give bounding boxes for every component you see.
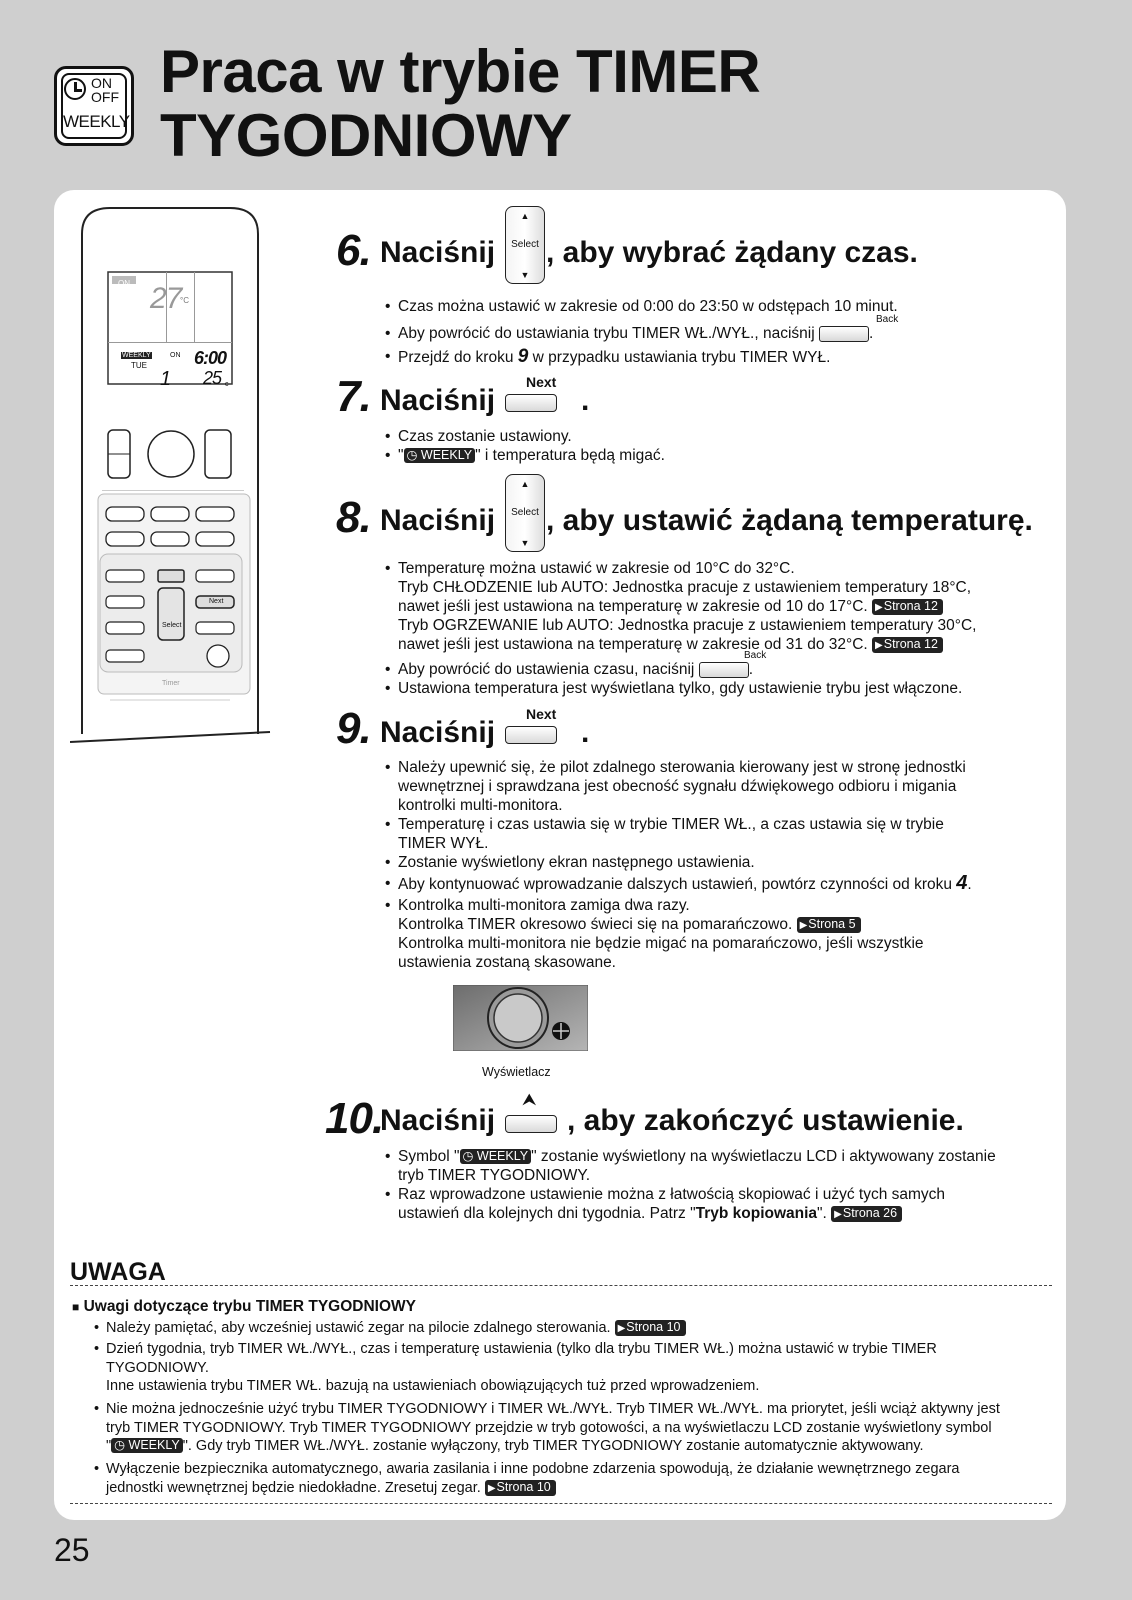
note-text-4: Inne ustawienia trybu TIMER WŁ. bazują na ustawieniach obowiązujących tuż przed wprowadzeniem.: [106, 1378, 760, 1394]
select-button-step-8[interactable]: [505, 474, 545, 552]
set-button[interactable]: [505, 1115, 557, 1133]
note-item-1: • Należy pamiętać, aby wcześniej ustawić zegar na pilocie zdalnego sterowania. ▶ Strona 10: [106, 1319, 686, 1338]
lcd-set-temp-unit: c: [225, 381, 229, 388]
page-ref-link[interactable]: ▶ Strona 12: [872, 637, 943, 653]
lcd-weekly-badge: WEEKLY: [122, 352, 151, 359]
back-button[interactable]: [699, 662, 749, 678]
step-6-text-3b: w przypadku ustawiania trybu TIMER WYŁ.: [532, 349, 831, 366]
note-item-4: • Wyłączenie bezpiecznika automatycznego, awaria zasilania i inne podobne zdarzenia spowodują, że działanie wewnętrznego zegara jednostki wewnętrznej będzie niedokładne. Zresetuj zegar. ▶ Strona 10: [106, 1460, 959, 1497]
step-6-bullet-3: • Przejdź do kroku 9 w przypadku ustawiania trybu TIMER WYŁ.: [385, 346, 831, 367]
step-6-bullet-2: • Aby powrócić do ustawiania trybu TIMER WŁ./WYŁ., naciśnij .: [385, 325, 874, 342]
note-subheading: ■ Uwagi dotyczące trybu TIMER TYGODNIOWY: [72, 1298, 416, 1315]
step-8-text-4: Tryb OGRZEWANIE lub AUTO: Jednostka pracuje z ustawieniem temperatury 30°C,: [398, 617, 977, 634]
step-6-heading: [336, 226, 371, 276]
step-10-text-4a: ustawień dla kolejnych dni tygodnia. Patrz ": [398, 1205, 696, 1222]
note-subheading-text: Uwagi dotyczące trybu TIMER TYGODNIOWY: [83, 1298, 416, 1315]
step-9-period: .: [581, 716, 590, 749]
step-6-text-3a: Przejdź do kroku: [398, 349, 514, 366]
step-9-bullet-5: • Kontrolka multi-monitora zamiga dwa razy. Kontrolka TIMER okresowo świeci się na pomarańczowo. ▶ Strona 5 Kontrolka multi-monitora nie będzie migać na pomarańczowo, jeśli wszystkie ustawienia zostaną skasowane.: [398, 896, 924, 972]
step-7-quote-open: ": [398, 447, 404, 464]
remote-timer-label: Timer: [162, 680, 180, 687]
note-bottom-divider: [70, 1503, 1052, 1504]
display-photo: [453, 985, 588, 1051]
page-ref-link[interactable]: ▶ Strona 26: [831, 1206, 902, 1222]
step-9-text-5: TIMER WYŁ.: [398, 835, 489, 852]
icon-off-label: OFF: [91, 89, 119, 105]
weekly-badge-label: WEEKLY: [476, 1149, 529, 1163]
step-9-text-8: Kontrolka multi-monitora zamiga dwa razy.: [398, 897, 690, 914]
note-text-2: Dzień tygodnia, tryb TIMER WŁ./WYŁ., czas i temperaturę ustawienia (tylko dla trybu TIMER WŁ.) można ustawić w trybie TIMER: [106, 1341, 937, 1357]
down-arrow-icon: ▼: [520, 538, 530, 548]
step-8-text-7: Ustawiona temperatura jest wyświetlana tylko, gdy ustawienie trybu jest włączone.: [398, 680, 963, 697]
weekly-timer-icon: [54, 66, 134, 146]
step-8-bullet-3: • Ustawiona temperatura jest wyświetlana tylko, gdy ustawienie trybu jest włączone.: [385, 680, 963, 697]
step-8-text-3: nawet jeśli jest ustawiona na temperaturę w zakresie od 10 do 17°C.: [398, 598, 868, 615]
weekly-badge: ◷ WEEKLY: [460, 1149, 532, 1164]
lcd-temp-unit: °C: [180, 296, 189, 305]
lcd-room-temp: 27: [150, 282, 182, 315]
step-10-text-1b: " zostanie wyświetlony na wyświetlaczu LCD i aktywowany zostanie: [531, 1148, 996, 1165]
step-9-text-1: Należy upewnić się, że pilot zdalnego sterowania kierowany jest w stronę jednostki: [398, 759, 966, 776]
clock-icon: [64, 78, 86, 100]
lcd-program-number: 1: [160, 368, 172, 390]
step-4-ref: 4: [956, 872, 968, 894]
weekly-badge-label: WEEKLY: [128, 1438, 180, 1452]
step-6-text-2: Aby powrócić do ustawiania trybu TIMER WŁ./WYŁ., naciśnij: [398, 325, 815, 342]
step-10-text-4b: ".: [817, 1205, 827, 1222]
step-9-text-2: wewnętrznej i sprawdzana jest obecność sygnału dźwiękowego odbioru i migania: [398, 778, 957, 795]
step-9-bullet-3: • Zostanie wyświetlony ekran następnego ustawienia.: [385, 854, 755, 871]
step-9-text-6: Zostanie wyświetlony ekran następnego ustawienia.: [398, 854, 755, 871]
lcd-time: 6:00: [194, 348, 227, 368]
step-8-bullet-2: • Aby powrócić do ustawienia czasu, naciśnij .: [385, 661, 753, 678]
step-9-text-4: Temperaturę i czas ustawia się w trybie TIMER WŁ., a czas ustawia się w trybie: [398, 816, 944, 833]
step-9-text-7: Aby kontynuować wprowadzanie dalszych ustawień, powtórz czynności od kroku: [398, 876, 952, 893]
remote-next-label: Next: [209, 598, 224, 605]
note-text-1: Należy pamiętać, aby wcześniej ustawić zegar na pilocie zdalnego sterowania.: [106, 1320, 611, 1336]
step-9-text-11: ustawienia zostaną skasowane.: [398, 954, 616, 971]
step-9-text-9: Kontrolka TIMER okresowo świeci się na pomarańczowo.: [398, 916, 793, 933]
step-9-ref: 9: [517, 346, 529, 367]
step-7-number: 7.: [336, 372, 371, 421]
select-button-label: Select: [511, 239, 539, 250]
lcd-on-indicator: ON: [170, 352, 181, 359]
down-arrow-icon: ▼: [520, 270, 530, 280]
step-7-text-1: Czas zostanie ustawiony.: [398, 428, 572, 445]
step-6-action: , aby wybrać żądany czas.: [546, 236, 918, 269]
step-10-text-2: tryb TIMER TYGODNIOWY.: [398, 1167, 591, 1184]
next-button-label: Next: [526, 706, 557, 722]
lcd-day: TUE: [131, 361, 147, 370]
note-text-9: jednostki wewnętrznej będzie niedokładne. Zresetuj zegar.: [106, 1479, 481, 1496]
back-button-label: Back: [744, 650, 767, 661]
step-6-press: Naciśnij: [380, 236, 496, 269]
step-10-number: 10.: [325, 1094, 384, 1143]
lcd-on-label: ON: [118, 279, 130, 288]
step-7-period: .: [581, 384, 590, 417]
note-heading: UWAGA: [70, 1258, 166, 1286]
step-10-text-1a: Symbol ": [398, 1148, 460, 1165]
step-7-press: Naciśnij: [380, 384, 496, 417]
note-item-2: • Dzień tygodnia, tryb TIMER WŁ./WYŁ., czas i temperaturę ustawienia (tylko dla trybu TIMER WŁ.) można ustawić w trybie TIMER TYGODNIOWY. Inne ustawienia trybu TIMER WŁ. bazują na ustawieniach obowiązujących tuż przed wprowadzeniem.: [94, 1341, 937, 1394]
note-quote-open: ": [106, 1438, 112, 1454]
step-7-bullet-2: • " ◷ WEEKLY " i temperatura będą migać.: [385, 447, 665, 464]
up-arrow-icon: ▲: [520, 211, 530, 221]
page-number: 25: [54, 1532, 90, 1568]
back-button-label: Back: [876, 314, 899, 325]
weekly-badge: ◷ WEEKLY: [111, 1438, 183, 1453]
weekly-badge: ◷ WEEKLY: [404, 448, 476, 463]
step-8-bullet-1: • Temperaturę można ustawić w zakresie od 10°C do 32°C. Tryb CHŁODZENIE lub AUTO: Jednostka pracuje z ustawieniem temperatury 18°C, nawet jeśli jest ustawiona na temperaturę w zakresie od 10 do 17°C. ▶ Strona 12 Tryb OGRZEWANIE lub AUTO: Jednostka pracuje z ustawieniem temperatury 30°C, nawet jeśli jest ustawiona na temperaturę w zakresie od 31 do 32°C. ▶ Strona 12: [398, 559, 976, 654]
select-button[interactable]: [505, 206, 545, 284]
step-7-text-2: " i temperatura będą migać.: [475, 447, 665, 464]
step-7-bullet-1: • Czas zostanie ustawiony.: [385, 428, 572, 445]
step-8-text-1: Temperaturę można ustawić w zakresie od 10°C do 32°C.: [398, 560, 795, 577]
step-9-text-3: kontrolki multi-monitora.: [398, 797, 563, 814]
step-9-bullet-4: • Aby kontynuować wprowadzanie dalszych ustawień, powtórz czynności od kroku 4.: [385, 872, 972, 894]
step-6-number: 6.: [336, 226, 371, 275]
step-8-action: , aby ustawić żądaną temperaturę.: [546, 504, 1033, 537]
step-10-bullet-2: • Raz wprowadzone ustawienie można z łatwością skopiować i użyć tych samych ustawień dla kolejnych dni tygodnia. Patrz "Tryb kopiowania". ▶ Strona 26: [398, 1185, 945, 1223]
up-arrow-icon: ▲: [520, 479, 530, 489]
step-9-number: 9.: [336, 704, 371, 753]
page-ref-link[interactable]: ▶ Strona 5: [797, 917, 861, 933]
copy-mode-term: Tryb kopiowania: [695, 1205, 818, 1222]
next-button-step-9[interactable]: [505, 726, 557, 744]
step-8-text-6: Aby powrócić do ustawienia czasu, naciśnij: [398, 661, 695, 678]
page-ref-link[interactable]: ▶ Strona 12: [872, 599, 943, 615]
step-10-bullet-1: • Symbol " ◷ WEEKLY " zostanie wyświetlony na wyświetlaczu LCD i aktywowany zostanie tryb TIMER TYGODNIOWY.: [385, 1148, 996, 1184]
weekly-badge-label: WEEKLY: [420, 448, 473, 462]
icon-on-label: ON: [91, 75, 112, 91]
note-text-5: Nie można jednocześnie użyć trybu TIMER TYGODNIOWY i TIMER WŁ./WYŁ. Tryb TIMER WŁ./WYŁ. ma priorytet, jeśli wciąż aktywny jest: [106, 1401, 1000, 1417]
set-arrow-icon: ⮝: [522, 1090, 537, 1109]
step-9-bullet-1: • Należy upewnić się, że pilot zdalnego sterowania kierowany jest w stronę jednostki wewnętrznej i sprawdzana jest obecność sygnału dźwiękowego odbioru i migania kontrolki multi-monitora.: [385, 759, 966, 814]
step-10-text-3: Raz wprowadzone ustawienie można z łatwością skopiować i użyć tych samych: [398, 1186, 946, 1203]
note-top-divider: [70, 1285, 1052, 1286]
note-text-6: tryb TIMER TYGODNIOWY. Tryb TIMER TYGODNIOWY przejdzie w tryb gotowości, a na wyświetlaczu LCD zostanie wyświetlony symbol: [106, 1419, 992, 1436]
title-line-2: TYGODNIOWY: [160, 102, 572, 169]
select-button-label: Select: [511, 507, 539, 518]
step-10-action: , aby zakończyć ustawienie.: [567, 1104, 964, 1137]
step-9-press: Naciśnij: [380, 716, 496, 749]
remote-select-label: Select: [162, 622, 182, 629]
back-button[interactable]: [819, 326, 869, 342]
page-title: [160, 40, 760, 168]
step-6-text-1: Czas można ustawić w zakresie od 0:00 do 23:50 w odstępach 10 minut.: [398, 298, 898, 315]
title-line-1: Praca w trybie TIMER: [160, 38, 761, 105]
next-button[interactable]: [505, 394, 557, 412]
step-10-press: Naciśnij: [380, 1104, 496, 1137]
step-8-press: Naciśnij: [380, 504, 496, 537]
step-8-number: 8.: [336, 493, 371, 542]
note-text-3: TYGODNIOWY.: [106, 1359, 209, 1376]
display-caption: Wyświetlacz: [482, 1065, 551, 1079]
note-item-3: • Nie można jednocześnie użyć trybu TIMER TYGODNIOWY i TIMER WŁ./WYŁ. Tryb TIMER WŁ./WYŁ. ma priorytet, jeśli wciąż aktywny jest tryb TIMER TYGODNIOWY. Tryb TIMER TYGODNIOWY przejdzie w tryb gotowości, a na wyświetlaczu LCD zostanie wyświetlony symbol " ◷ WEEKLY ". Gdy tryb TIMER WŁ./WYŁ. zostanie wyłączony, tryb TIMER TYGODNIOWY zostanie automatycznie aktywowany.: [94, 1401, 1000, 1454]
step-6-bullet-1: • Czas można ustawić w zakresie od 0:00 do 23:50 w odstępach 10 minut.: [385, 298, 898, 315]
step-8-text-2: Tryb CHŁODZENIE lub AUTO: Jednostka pracuje z ustawieniem temperatury 18°C,: [398, 579, 972, 596]
page-ref-link[interactable]: ▶ Strona 10: [615, 1320, 686, 1336]
note-text-8: Wyłączenie bezpiecznika automatycznego, awaria zasilania i inne podobne zdarzenia spowodują, że działanie wewnętrznego zegara: [106, 1461, 960, 1477]
step-9-text-10: Kontrolka multi-monitora nie będzie migać na pomarańczowo, jeśli wszystkie: [398, 935, 924, 952]
page-ref-link[interactable]: ▶ Strona 10: [485, 1480, 556, 1496]
note-text-7: ". Gdy tryb TIMER WŁ./WYŁ. zostanie wyłączony, tryb TIMER TYGODNIOWY zostanie automatycznie aktywowany.: [182, 1438, 924, 1454]
icon-weekly-label: WEEKLY: [63, 112, 130, 131]
step-9-bullet-2: • Temperaturę i czas ustawia się w trybie TIMER WŁ., a czas ustawia się w trybie TIMER WYŁ.: [385, 816, 944, 852]
lcd-set-temp: 25: [203, 368, 222, 388]
next-button-label: Next: [526, 374, 557, 390]
step-8-text-5: nawet jeśli jest ustawiona na temperaturę w zakresie od 31 do 32°C.: [398, 636, 868, 653]
